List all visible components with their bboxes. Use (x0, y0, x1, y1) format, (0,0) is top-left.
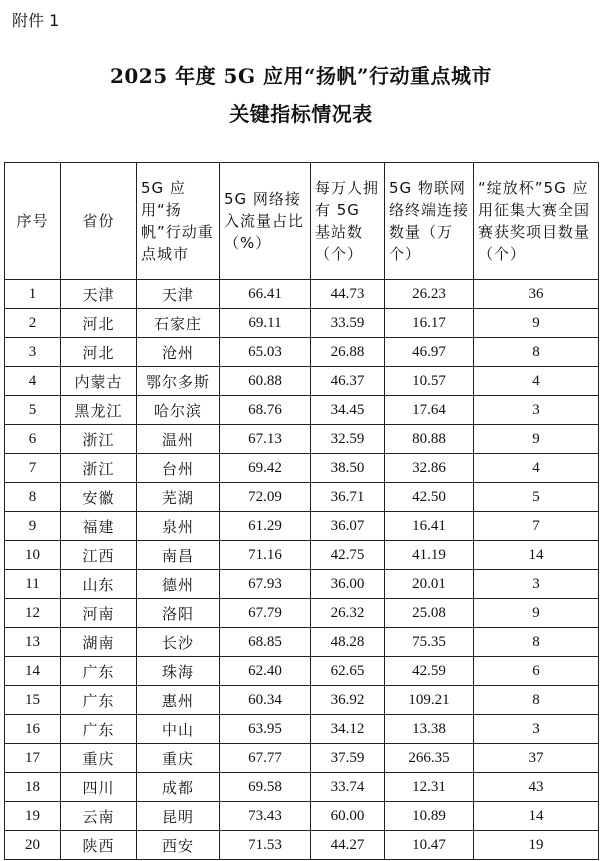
base-stations-cell: 37.59 (311, 744, 385, 773)
traffic-share-cell: 66.41 (220, 280, 311, 309)
awards-cell: 8 (474, 686, 599, 715)
seq-cell: 16 (5, 715, 61, 744)
iot-terminals-cell: 13.38 (385, 715, 474, 744)
awards-cell: 3 (474, 715, 599, 744)
seq-cell: 18 (5, 773, 61, 802)
traffic-share-cell: 69.58 (220, 773, 311, 802)
iot-terminals-cell: 26.23 (385, 280, 474, 309)
iot-terminals-cell: 17.64 (385, 396, 474, 425)
awards-cell: 19 (474, 831, 599, 860)
city-cell: 温州 (137, 425, 220, 454)
seq-cell: 12 (5, 599, 61, 628)
table-row (5, 425, 599, 454)
city-cell: 昆明 (137, 802, 220, 831)
awards-cell: 9 (474, 309, 599, 338)
traffic-share-cell: 67.13 (220, 425, 311, 454)
city-cell: 惠州 (137, 686, 220, 715)
province-cell: 天津 (61, 280, 137, 309)
iot-terminals-cell: 10.57 (385, 367, 474, 396)
traffic-share-cell: 62.40 (220, 657, 311, 686)
base-stations-cell: 46.37 (311, 367, 385, 396)
city-cell: 中山 (137, 715, 220, 744)
awards-cell: 3 (474, 396, 599, 425)
table-row (5, 686, 599, 715)
city-cell: 洛阳 (137, 599, 220, 628)
awards-cell: 43 (474, 773, 599, 802)
seq-cell: 11 (5, 570, 61, 599)
iot-terminals-cell: 109.21 (385, 686, 474, 715)
seq-cell: 17 (5, 744, 61, 773)
table-row (5, 773, 599, 802)
table-row (5, 512, 599, 541)
awards-cell: 8 (474, 338, 599, 367)
table-row (5, 657, 599, 686)
header-iot-terminals: 5G 物联网络终端连接数量（万个） (385, 163, 474, 280)
seq-cell: 6 (5, 425, 61, 454)
province-cell: 云南 (61, 802, 137, 831)
awards-cell: 7 (474, 512, 599, 541)
awards-cell: 9 (474, 425, 599, 454)
base-stations-cell: 33.59 (311, 309, 385, 338)
province-cell: 重庆 (61, 744, 137, 773)
seq-cell: 13 (5, 628, 61, 657)
base-stations-cell: 33.74 (311, 773, 385, 802)
seq-cell: 15 (5, 686, 61, 715)
base-stations-cell: 42.75 (311, 541, 385, 570)
province-cell: 浙江 (61, 425, 137, 454)
seq-cell: 3 (5, 338, 61, 367)
table-row (5, 599, 599, 628)
table-row (5, 338, 599, 367)
city-cell: 德州 (137, 570, 220, 599)
base-stations-cell: 60.00 (311, 802, 385, 831)
header-traffic-share: 5G 网络接入流量占比（%） (220, 163, 311, 280)
iot-terminals-cell: 32.86 (385, 454, 474, 483)
traffic-share-cell: 60.34 (220, 686, 311, 715)
city-cell: 长沙 (137, 628, 220, 657)
iot-terminals-cell: 25.08 (385, 599, 474, 628)
province-cell: 广东 (61, 715, 137, 744)
city-cell: 泉州 (137, 512, 220, 541)
province-cell: 陕西 (61, 831, 137, 860)
document-subtitle: 关键指标情况表 (229, 102, 373, 126)
seq-cell: 5 (5, 396, 61, 425)
traffic-share-cell: 61.29 (220, 512, 311, 541)
province-cell: 河南 (61, 599, 137, 628)
city-cell: 南昌 (137, 541, 220, 570)
table-row (5, 309, 599, 338)
traffic-share-cell: 72.09 (220, 483, 311, 512)
table-row (5, 802, 599, 831)
iot-terminals-cell: 42.59 (385, 657, 474, 686)
city-cell: 珠海 (137, 657, 220, 686)
city-cell: 石家庄 (137, 309, 220, 338)
iot-terminals-cell: 12.31 (385, 773, 474, 802)
iot-terminals-cell: 10.47 (385, 831, 474, 860)
traffic-share-cell: 65.03 (220, 338, 311, 367)
traffic-share-cell: 71.53 (220, 831, 311, 860)
attachment-label: 附件 1 (12, 11, 60, 30)
base-stations-cell: 38.50 (311, 454, 385, 483)
awards-cell: 14 (474, 541, 599, 570)
traffic-share-cell: 63.95 (220, 715, 311, 744)
iot-terminals-cell: 46.97 (385, 338, 474, 367)
awards-cell: 8 (474, 628, 599, 657)
traffic-share-cell: 69.42 (220, 454, 311, 483)
seq-cell: 1 (5, 280, 61, 309)
base-stations-cell: 36.00 (311, 570, 385, 599)
base-stations-cell: 62.65 (311, 657, 385, 686)
table-row (5, 831, 599, 860)
province-cell: 福建 (61, 512, 137, 541)
province-cell: 山东 (61, 570, 137, 599)
traffic-share-cell: 73.43 (220, 802, 311, 831)
iot-terminals-cell: 16.41 (385, 512, 474, 541)
base-stations-cell: 26.88 (311, 338, 385, 367)
table-row (5, 483, 599, 512)
seq-cell: 9 (5, 512, 61, 541)
table-row (5, 454, 599, 483)
traffic-share-cell: 67.93 (220, 570, 311, 599)
province-cell: 江西 (61, 541, 137, 570)
city-cell: 哈尔滨 (137, 396, 220, 425)
city-cell: 重庆 (137, 744, 220, 773)
base-stations-cell: 32.59 (311, 425, 385, 454)
traffic-share-cell: 60.88 (220, 367, 311, 396)
traffic-share-cell: 67.77 (220, 744, 311, 773)
base-stations-cell: 34.12 (311, 715, 385, 744)
province-cell: 安徽 (61, 483, 137, 512)
header-province: 省份 (61, 163, 137, 280)
table-row (5, 367, 599, 396)
province-cell: 浙江 (61, 454, 137, 483)
seq-cell: 14 (5, 657, 61, 686)
table-row (5, 628, 599, 657)
awards-cell: 4 (474, 367, 599, 396)
seq-cell: 8 (5, 483, 61, 512)
traffic-share-cell: 68.85 (220, 628, 311, 657)
province-cell: 黑龙江 (61, 396, 137, 425)
header-awards: “绽放杯”5G 应用征集大赛全国赛获奖项目数量（个） (474, 163, 599, 280)
iot-terminals-cell: 266.35 (385, 744, 474, 773)
base-stations-cell: 34.45 (311, 396, 385, 425)
iot-terminals-cell: 10.89 (385, 802, 474, 831)
iot-terminals-cell: 16.17 (385, 309, 474, 338)
traffic-share-cell: 67.79 (220, 599, 311, 628)
city-cell: 西安 (137, 831, 220, 860)
iot-terminals-cell: 20.01 (385, 570, 474, 599)
province-cell: 广东 (61, 657, 137, 686)
awards-cell: 9 (474, 599, 599, 628)
awards-cell: 36 (474, 280, 599, 309)
seq-cell: 20 (5, 831, 61, 860)
base-stations-cell: 44.73 (311, 280, 385, 309)
header-seq: 序号 (5, 163, 61, 280)
base-stations-cell: 36.71 (311, 483, 385, 512)
iot-terminals-cell: 41.19 (385, 541, 474, 570)
awards-cell: 14 (474, 802, 599, 831)
province-cell: 四川 (61, 773, 137, 802)
base-stations-cell: 26.32 (311, 599, 385, 628)
city-cell: 芜湖 (137, 483, 220, 512)
table-row (5, 744, 599, 773)
city-cell: 成都 (137, 773, 220, 802)
seq-cell: 10 (5, 541, 61, 570)
table-body (5, 280, 599, 860)
awards-cell: 6 (474, 657, 599, 686)
seq-cell: 4 (5, 367, 61, 396)
city-cell: 沧州 (137, 338, 220, 367)
province-cell: 河北 (61, 338, 137, 367)
iot-terminals-cell: 80.88 (385, 425, 474, 454)
base-stations-cell: 36.07 (311, 512, 385, 541)
header-city: 5G 应用“扬帆”行动重点城市 (137, 163, 220, 280)
city-cell: 天津 (137, 280, 220, 309)
awards-cell: 5 (474, 483, 599, 512)
base-stations-cell: 48.28 (311, 628, 385, 657)
table-row (5, 715, 599, 744)
traffic-share-cell: 71.16 (220, 541, 311, 570)
seq-cell: 7 (5, 454, 61, 483)
table-row (5, 570, 599, 599)
awards-cell: 3 (474, 570, 599, 599)
traffic-share-cell: 69.11 (220, 309, 311, 338)
table-row (5, 280, 599, 309)
table-row (5, 396, 599, 425)
province-cell: 广东 (61, 686, 137, 715)
table-row (5, 541, 599, 570)
base-stations-cell: 44.27 (311, 831, 385, 860)
header-base-stations: 每万人拥有 5G 基站数（个） (311, 163, 385, 280)
city-cell: 台州 (137, 454, 220, 483)
province-cell: 河北 (61, 309, 137, 338)
iot-terminals-cell: 42.50 (385, 483, 474, 512)
iot-terminals-cell: 75.35 (385, 628, 474, 657)
seq-cell: 2 (5, 309, 61, 338)
table-header-row (5, 163, 599, 280)
city-indicators-table (4, 162, 599, 860)
city-cell: 鄂尔多斯 (137, 367, 220, 396)
province-cell: 内蒙古 (61, 367, 137, 396)
seq-cell: 19 (5, 802, 61, 831)
base-stations-cell: 36.92 (311, 686, 385, 715)
province-cell: 湖南 (61, 628, 137, 657)
awards-cell: 4 (474, 454, 599, 483)
document-title: 2025 年度 5G 应用“扬帆”行动重点城市 (109, 64, 493, 88)
awards-cell: 37 (474, 744, 599, 773)
traffic-share-cell: 68.76 (220, 396, 311, 425)
